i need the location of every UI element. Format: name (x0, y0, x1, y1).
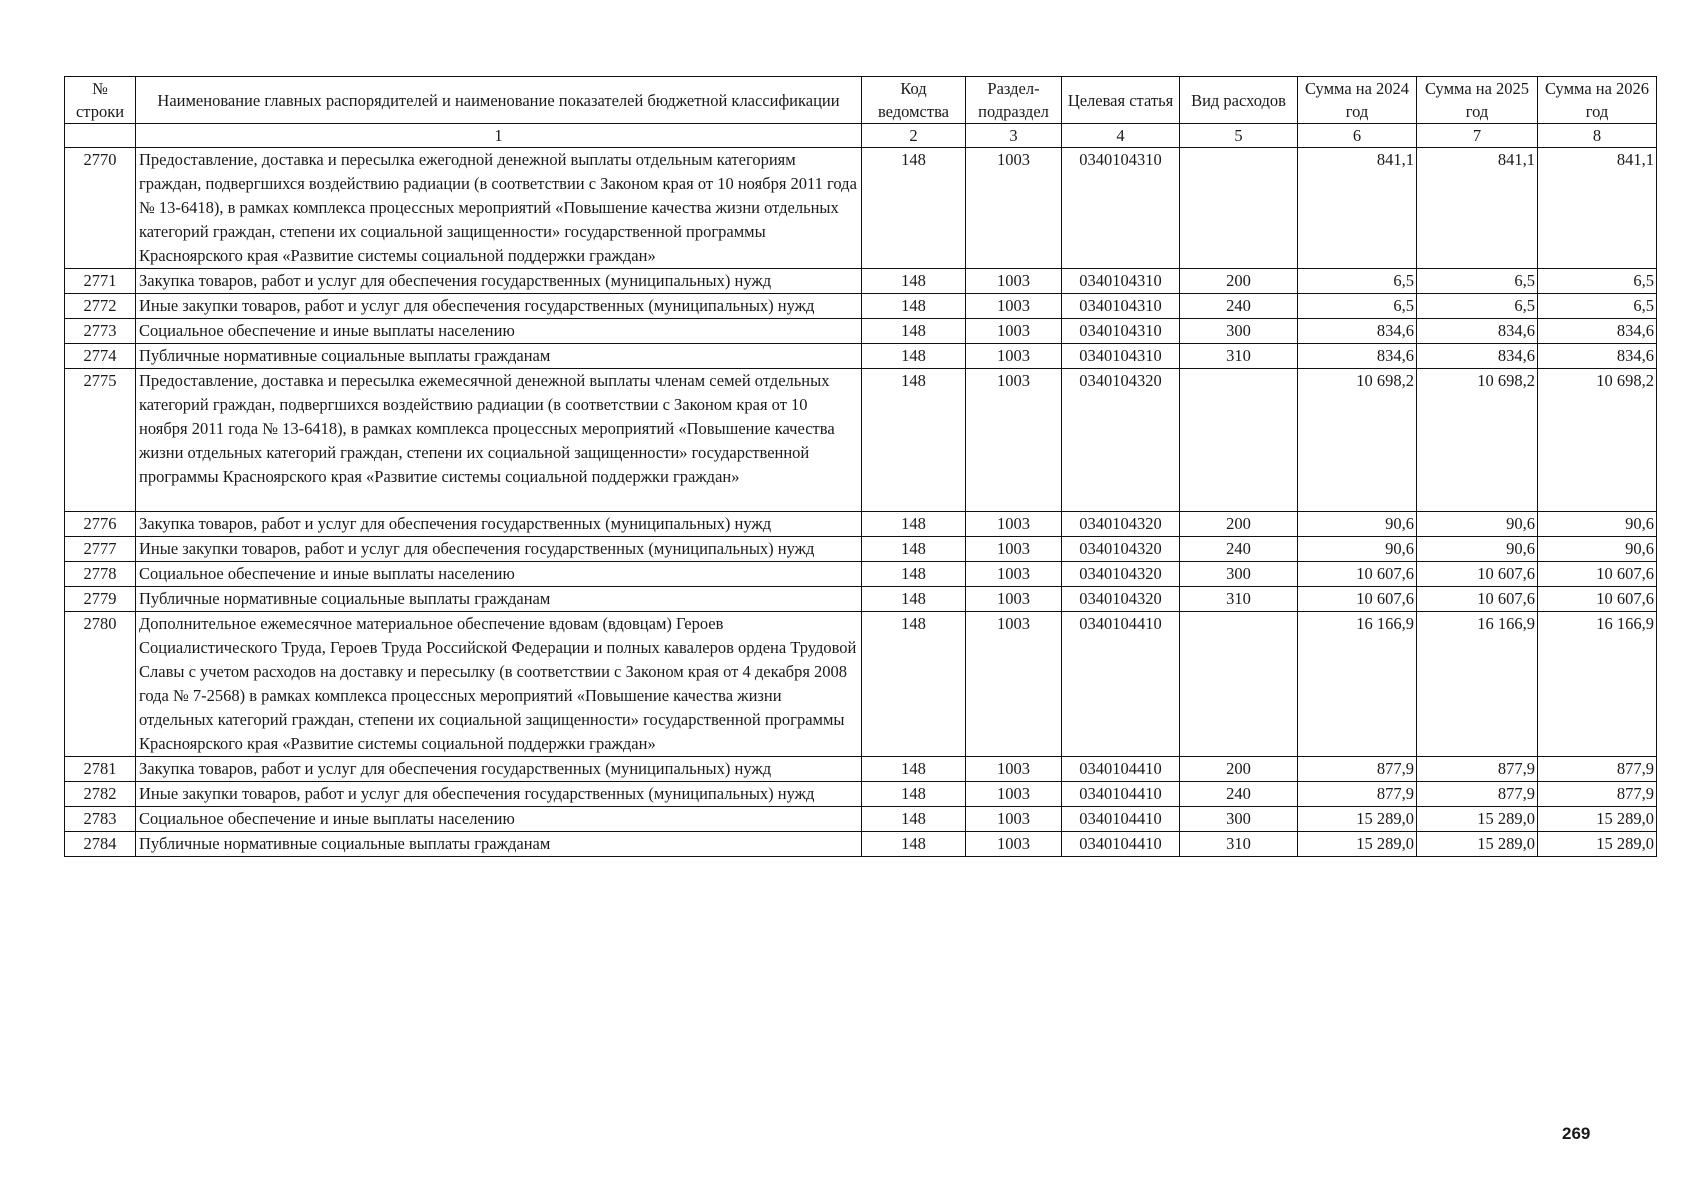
row-dept-code: 148 (862, 294, 966, 319)
row-sum-2025: 877,9 (1417, 782, 1538, 807)
row-sum-2024: 6,5 (1298, 294, 1417, 319)
row-sum-2026: 877,9 (1538, 757, 1657, 782)
table-row (65, 344, 1657, 369)
row-sum-2025: 10 607,6 (1417, 562, 1538, 587)
row-number: 2778 (65, 562, 136, 587)
column-number: 8 (1538, 124, 1657, 148)
row-section: 1003 (966, 319, 1062, 344)
budget-table (64, 76, 1657, 857)
row-dept-code: 148 (862, 562, 966, 587)
row-section: 1003 (966, 369, 1062, 512)
row-number: 2783 (65, 807, 136, 832)
row-name: Дополнительное ежемесячное материальное обеспечение вдовам (вдовцам) Героев Социалистического Труда, Героев Труда Российской Федерации и полных кавалеров ордена Трудовой Славы с учетом расходов на доставку и пересылку (в соответствии с Законом края от 4 декабря 2008 года № 7-2568) в рамках комплекса процессных мероприятий «Повышение качества жизни отдельных категорий граждан, степени их социальной защищенности» государственной программы Красноярского края «Развитие системы социальной поддержки граждан» (136, 612, 862, 757)
row-sum-2026: 6,5 (1538, 269, 1657, 294)
row-sum-2025: 834,6 (1417, 319, 1538, 344)
row-section: 1003 (966, 587, 1062, 612)
row-name: Предоставление, доставка и пересылка ежемесячной денежной выплаты членам семей отдельных категорий граждан, подвергшихся воздействию радиации (в соответствии с Законом края от 10 ноября 2011 года № 13-6418), в рамках комплекса процессных мероприятий «Повышение качества жизни отдельных категорий граждан, степени их социальной защищенности» государственной программы Красноярского края «Развитие системы социальной поддержки граждан» (136, 369, 862, 512)
row-name: Закупка товаров, работ и услуг для обеспечения государственных (муниципальных) нужд (136, 757, 862, 782)
row-sum-2026: 10 698,2 (1538, 369, 1657, 512)
row-sum-2024: 15 289,0 (1298, 832, 1417, 857)
row-expense-type: 310 (1180, 344, 1298, 369)
row-expense-type (1180, 612, 1298, 757)
column-number: 5 (1180, 124, 1298, 148)
row-sum-2025: 6,5 (1417, 269, 1538, 294)
row-expense-type: 200 (1180, 757, 1298, 782)
row-sum-2024: 10 607,6 (1298, 587, 1417, 612)
row-sum-2025: 834,6 (1417, 344, 1538, 369)
row-dept-code: 148 (862, 587, 966, 612)
row-name: Социальное обеспечение и иные выплаты населению (136, 319, 862, 344)
table-row (65, 782, 1657, 807)
row-dept-code: 148 (862, 537, 966, 562)
table-row (65, 269, 1657, 294)
row-sum-2024: 841,1 (1298, 148, 1417, 269)
column-number-row (65, 124, 1657, 148)
row-target: 0340104410 (1062, 832, 1180, 857)
row-name: Закупка товаров, работ и услуг для обеспечения государственных (муниципальных) нужд (136, 512, 862, 537)
table-row (65, 832, 1657, 857)
row-name: Закупка товаров, работ и услуг для обеспечения государственных (муниципальных) нужд (136, 269, 862, 294)
row-dept-code: 148 (862, 757, 966, 782)
row-section: 1003 (966, 344, 1062, 369)
row-sum-2024: 877,9 (1298, 782, 1417, 807)
row-sum-2026: 90,6 (1538, 512, 1657, 537)
row-dept-code: 148 (862, 832, 966, 857)
row-dept-code: 148 (862, 512, 966, 537)
row-dept-code: 148 (862, 807, 966, 832)
row-sum-2024: 834,6 (1298, 344, 1417, 369)
row-sum-2024: 834,6 (1298, 319, 1417, 344)
header-expense-type: Вид расходов (1180, 77, 1298, 124)
row-target: 0340104320 (1062, 562, 1180, 587)
row-dept-code: 148 (862, 782, 966, 807)
row-sum-2024: 16 166,9 (1298, 612, 1417, 757)
table-row (65, 319, 1657, 344)
row-sum-2026: 90,6 (1538, 537, 1657, 562)
table-row (65, 512, 1657, 537)
row-sum-2024: 90,6 (1298, 512, 1417, 537)
row-sum-2025: 15 289,0 (1417, 832, 1538, 857)
row-name: Публичные нормативные социальные выплаты гражданам (136, 344, 862, 369)
row-expense-type: 310 (1180, 587, 1298, 612)
row-sum-2024: 15 289,0 (1298, 807, 1417, 832)
row-target: 0340104320 (1062, 369, 1180, 512)
row-number: 2780 (65, 612, 136, 757)
header-section: Раздел-подраздел (966, 77, 1062, 124)
row-section: 1003 (966, 832, 1062, 857)
row-section: 1003 (966, 537, 1062, 562)
row-name: Публичные нормативные социальные выплаты гражданам (136, 587, 862, 612)
column-number: 7 (1417, 124, 1538, 148)
row-expense-type (1180, 148, 1298, 269)
row-expense-type: 200 (1180, 269, 1298, 294)
row-target: 0340104410 (1062, 782, 1180, 807)
header-sum-2024: Сумма на 2024 год (1298, 77, 1417, 124)
row-sum-2026: 841,1 (1538, 148, 1657, 269)
row-expense-type: 200 (1180, 512, 1298, 537)
row-number: 2770 (65, 148, 136, 269)
column-number: 1 (136, 124, 862, 148)
row-target: 0340104310 (1062, 269, 1180, 294)
row-number: 2782 (65, 782, 136, 807)
row-dept-code: 148 (862, 369, 966, 512)
row-sum-2025: 10 698,2 (1417, 369, 1538, 512)
row-name: Иные закупки товаров, работ и услуг для обеспечения государственных (муниципальных) нужд (136, 782, 862, 807)
row-dept-code: 148 (862, 269, 966, 294)
table-row (65, 757, 1657, 782)
row-sum-2026: 16 166,9 (1538, 612, 1657, 757)
row-sum-2025: 16 166,9 (1417, 612, 1538, 757)
page-number: 269 (1562, 1124, 1591, 1143)
row-sum-2025: 15 289,0 (1417, 807, 1538, 832)
row-sum-2025: 841,1 (1417, 148, 1538, 269)
row-number: 2779 (65, 587, 136, 612)
row-expense-type: 240 (1180, 294, 1298, 319)
table-body (65, 148, 1657, 857)
row-section: 1003 (966, 807, 1062, 832)
row-sum-2026: 15 289,0 (1538, 832, 1657, 857)
table-row (65, 537, 1657, 562)
row-sum-2024: 10 607,6 (1298, 562, 1417, 587)
row-sum-2026: 6,5 (1538, 294, 1657, 319)
column-number: 3 (966, 124, 1062, 148)
row-name: Предоставление, доставка и пересылка ежегодной денежной выплаты отдельным категориям граждан, подвергшихся воздействию радиации (в соответствии с Законом края от 10 ноября 2011 года № 13-6418), в рамках комплекса процессных мероприятий «Повышение качества жизни отдельных категорий граждан, степени их социальной защищенности» государственной программы Красноярского края «Развитие системы социальной поддержки граждан» (136, 148, 862, 269)
row-section: 1003 (966, 562, 1062, 587)
row-name: Социальное обеспечение и иные выплаты населению (136, 562, 862, 587)
row-section: 1003 (966, 294, 1062, 319)
row-number: 2781 (65, 757, 136, 782)
row-section: 1003 (966, 757, 1062, 782)
table-row (65, 587, 1657, 612)
row-sum-2025: 90,6 (1417, 537, 1538, 562)
row-target: 0340104310 (1062, 319, 1180, 344)
row-dept-code: 148 (862, 344, 966, 369)
row-expense-type: 300 (1180, 807, 1298, 832)
table-row (65, 369, 1657, 512)
row-expense-type: 300 (1180, 562, 1298, 587)
row-target: 0340104310 (1062, 344, 1180, 369)
row-number: 2774 (65, 344, 136, 369)
row-dept-code: 148 (862, 148, 966, 269)
row-expense-type (1180, 369, 1298, 512)
column-number-blank (65, 124, 136, 148)
row-expense-type: 300 (1180, 319, 1298, 344)
header-row (65, 77, 1657, 124)
row-section: 1003 (966, 782, 1062, 807)
row-sum-2026: 10 607,6 (1538, 587, 1657, 612)
row-dept-code: 148 (862, 319, 966, 344)
document-page (64, 76, 1656, 857)
row-name: Социальное обеспечение и иные выплаты населению (136, 807, 862, 832)
table-row (65, 807, 1657, 832)
row-target: 0340104410 (1062, 612, 1180, 757)
row-name: Иные закупки товаров, работ и услуг для обеспечения государственных (муниципальных) нужд (136, 294, 862, 319)
header-dept-code: Код ведомства (862, 77, 966, 124)
row-number: 2777 (65, 537, 136, 562)
header-row-no: № строки (65, 77, 136, 124)
row-target: 0340104320 (1062, 512, 1180, 537)
row-sum-2024: 10 698,2 (1298, 369, 1417, 512)
header-sum-2026: Сумма на 2026 год (1538, 77, 1657, 124)
row-section: 1003 (966, 269, 1062, 294)
column-number: 6 (1298, 124, 1417, 148)
row-number: 2771 (65, 269, 136, 294)
header-target: Целевая статья (1062, 77, 1180, 124)
row-target: 0340104410 (1062, 807, 1180, 832)
table-row (65, 612, 1657, 757)
row-sum-2025: 877,9 (1417, 757, 1538, 782)
row-sum-2026: 15 289,0 (1538, 807, 1657, 832)
row-sum-2024: 877,9 (1298, 757, 1417, 782)
row-sum-2026: 877,9 (1538, 782, 1657, 807)
row-target: 0340104410 (1062, 757, 1180, 782)
row-target: 0340104320 (1062, 587, 1180, 612)
row-section: 1003 (966, 148, 1062, 269)
row-sum-2026: 834,6 (1538, 344, 1657, 369)
header-sum-2025: Сумма на 2025 год (1417, 77, 1538, 124)
row-sum-2026: 10 607,6 (1538, 562, 1657, 587)
row-sum-2026: 834,6 (1538, 319, 1657, 344)
row-number: 2775 (65, 369, 136, 512)
row-number: 2773 (65, 319, 136, 344)
row-name: Публичные нормативные социальные выплаты гражданам (136, 832, 862, 857)
row-sum-2025: 90,6 (1417, 512, 1538, 537)
row-expense-type: 310 (1180, 832, 1298, 857)
row-number: 2772 (65, 294, 136, 319)
row-target: 0340104320 (1062, 537, 1180, 562)
row-name: Иные закупки товаров, работ и услуг для обеспечения государственных (муниципальных) нужд (136, 537, 862, 562)
row-expense-type: 240 (1180, 537, 1298, 562)
row-dept-code: 148 (862, 612, 966, 757)
row-number: 2784 (65, 832, 136, 857)
row-section: 1003 (966, 612, 1062, 757)
row-target: 0340104310 (1062, 148, 1180, 269)
row-sum-2024: 6,5 (1298, 269, 1417, 294)
row-section: 1003 (966, 512, 1062, 537)
table-row (65, 148, 1657, 269)
row-expense-type: 240 (1180, 782, 1298, 807)
table-row (65, 294, 1657, 319)
row-sum-2024: 90,6 (1298, 537, 1417, 562)
row-sum-2025: 6,5 (1417, 294, 1538, 319)
column-number: 2 (862, 124, 966, 148)
row-number: 2776 (65, 512, 136, 537)
table-row (65, 562, 1657, 587)
row-sum-2025: 10 607,6 (1417, 587, 1538, 612)
row-target: 0340104310 (1062, 294, 1180, 319)
header-name: Наименование главных распорядителей и наименование показателей бюджетной классификации (136, 77, 862, 124)
column-number: 4 (1062, 124, 1180, 148)
